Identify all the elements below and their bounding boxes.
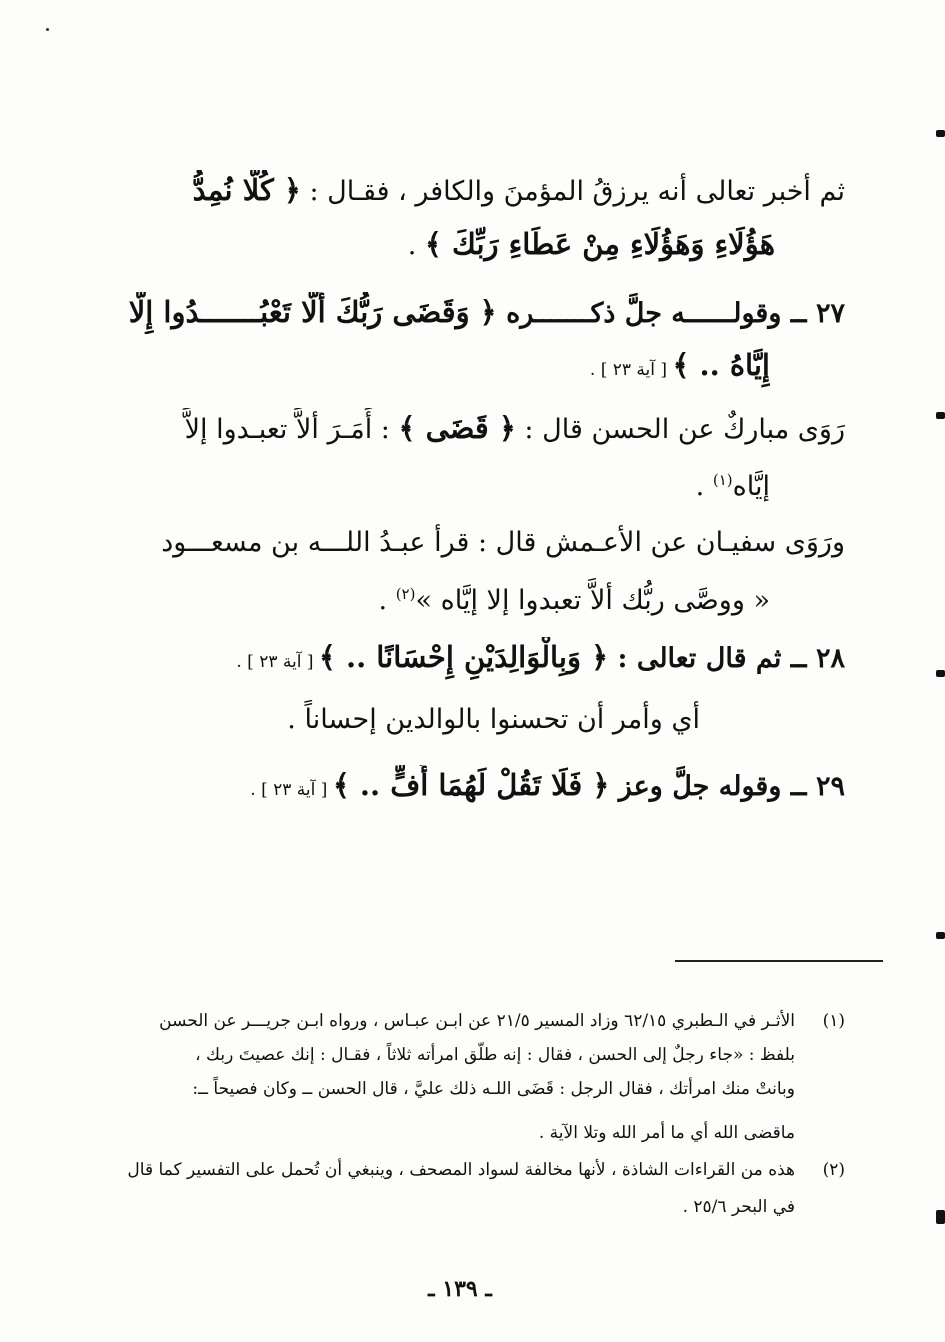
paragraph-4 <box>100 700 700 740</box>
quran-verse: ﴿ فَلَا تَقُلْ لَهُمَا أُفٍّ .. ﴾ <box>332 768 610 802</box>
quran-verse: هَؤُلَاءِ وَهَؤُلَاءِ مِنْ عَطَاءِ رَبِّكَ ﴾ <box>424 227 775 261</box>
footnote-1-line-2 <box>105 1042 795 1068</box>
item-heading: ٢٨ ــ ثم قال تعالى : <box>608 643 845 674</box>
text: . <box>407 230 425 261</box>
footnote-1-line-3 <box>105 1076 795 1102</box>
text: هذه من القراءات الشاذة ، لأنها مخالفة لسواد المصحف ، وينبغي أن تُحمل على التفسير كما قال <box>127 1160 795 1180</box>
footnote-number: (٢) <box>822 1160 845 1180</box>
edge-mark <box>936 670 945 677</box>
item-heading: ٢٧ ــ وقولــــــه جلَّ ذكـــــــره <box>496 298 845 329</box>
text: رَوَى مباركٌ عن الحسن قال : <box>515 414 845 445</box>
paragraph-2-line-1 <box>100 408 845 450</box>
footnote-1-line-4 <box>105 1120 795 1146</box>
text: ثم أخبر تعالى أنه يرزقُ المؤمنَ والكافر ، فقـال : <box>300 176 845 207</box>
quran-verse: إِيَّاهُ .. ﴾ <box>672 348 770 382</box>
quoted-reading: « ووصَّى ربُّك ألاَّ تعبدوا إلا إيَّاه » <box>415 585 770 616</box>
paragraph-3-line-2 <box>100 574 770 621</box>
item-heading: ٢٩ ــ وقوله جلَّ وعز <box>609 771 845 802</box>
footnote-1-line-1 <box>105 1008 795 1034</box>
quran-verse: ﴿ وَقَضَى رَبُّكَ أَلَّا تَعْبُـــــــدُوا إِلَّا <box>128 295 497 329</box>
verse-reference: [ آية ٢٣ ] . <box>589 360 673 380</box>
footnote-separator <box>675 960 883 962</box>
item-29 <box>100 765 845 810</box>
item-27-line-2 <box>100 345 770 390</box>
scan-speck <box>46 28 49 31</box>
item-28 <box>100 637 845 682</box>
text: أي وأمر أن تحسنوا بالوالدين إحساناً . <box>287 704 700 735</box>
footnote-number: (١) <box>822 1011 845 1031</box>
page-number: ـ ١٣٩ ـ <box>428 1276 492 1302</box>
text: الأثـر في الـطبري ٦٢/١٥ وزاد المسير ٢١/٥ عن ابـن عبـاس ، ورواه ابـن جريـــر عن الحسن <box>159 1011 795 1031</box>
verse-reference: [ آية ٢٣ ] . <box>250 780 333 800</box>
text: : أَمَـرَ ألاَّ تعبـدوا إلاَّ <box>184 414 399 445</box>
text: إيَّاه <box>732 471 770 502</box>
quran-verse: ﴿ كُلًّا نُمِدُّ <box>192 173 301 207</box>
text: . <box>695 471 713 502</box>
paragraph-2-line-2 <box>100 460 770 507</box>
edge-mark <box>936 1210 945 1224</box>
footnote-ref-2[interactable]: (٢) <box>395 585 416 603</box>
footnote-2-line-1 <box>105 1157 795 1183</box>
text: في البحر ٢٥/٦ . <box>682 1197 795 1217</box>
footnote-2-line-2 <box>105 1194 795 1220</box>
paragraph-1-line-2 <box>100 224 775 266</box>
verse-reference: [ آية ٢٣ ] . <box>236 652 319 672</box>
paragraph-1-line-1 <box>100 170 845 212</box>
quran-word: ﴿ قَضَى ﴾ <box>398 411 516 445</box>
text: وبانتْ منك امرأتك ، فقال الرجل : قَضَى اللـه ذلك عليَّ ، قال الحسن ــ وكان فصيحاً ــ: <box>192 1079 795 1099</box>
edge-mark <box>936 932 945 939</box>
footnote-1-number <box>817 1008 845 1034</box>
text: بلفظ : «جاء رجلٌ إلى الحسن ، فقال : إنه طلَّق امرأته ثلاثاً ، فقـال : إنك عصيتَ ربك ، <box>195 1045 795 1065</box>
edge-mark <box>936 130 945 137</box>
paragraph-3-line-1 <box>100 523 845 563</box>
footnote-ref-1[interactable]: (١) <box>712 471 733 489</box>
item-27-line-1 <box>100 292 845 334</box>
edge-mark <box>936 412 945 419</box>
text: ورَوَى سفيـان عن الأعـمش قال : قرأ عبـدُ اللـــه بن مسعـــود <box>161 527 845 558</box>
footnote-2-number <box>817 1157 845 1183</box>
quran-verse: ﴿ وَبِالْوَالِدَيْنِ إِحْسَانًا .. ﴾ <box>318 640 609 674</box>
text: ماقضى الله أي ما أمر الله وتلا الآية . <box>538 1123 795 1143</box>
text: . <box>378 585 396 616</box>
